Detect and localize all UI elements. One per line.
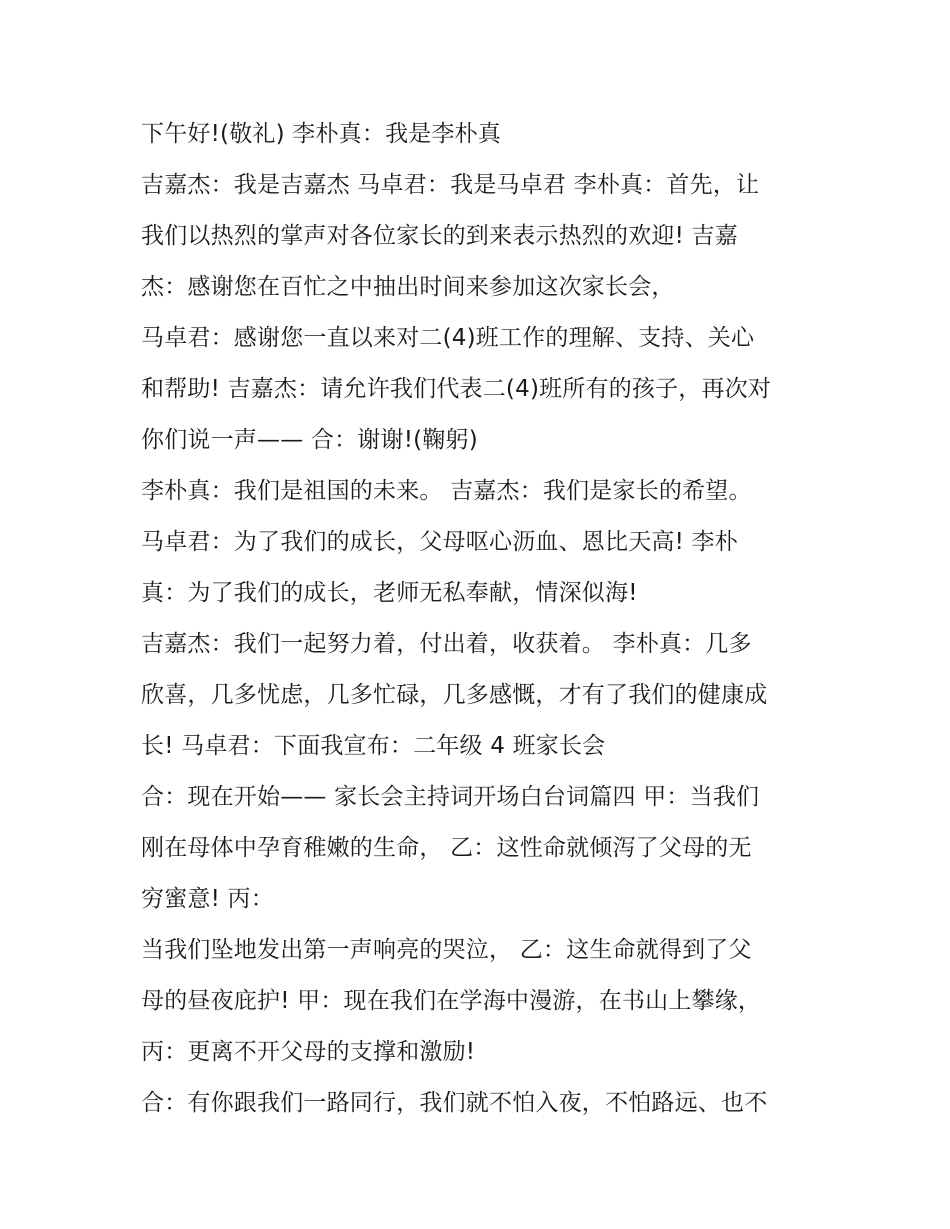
text-line: 马卓君：感谢您一直以来对二(4)班工作的理解、支持、关心 [141, 325, 755, 351]
text-line: 和帮助! 吉嘉杰：请允许我们代表二(4)班所有的孩子，再次对 [141, 376, 772, 402]
text-line: 合：现在开始—— 家长会主持词开场白台词篇四 甲：当我们 [141, 784, 760, 810]
text-line: 母的昼夜庇护! 甲：现在我们在学海中漫游，在书山上攀缘， [141, 988, 762, 1014]
text-line: 吉嘉杰：我是吉嘉杰 马卓君：我是马卓君 李朴真：首先，让 [141, 172, 760, 198]
text-line: 我们以热烈的掌声对各位家长的到来表示热烈的欢迎! 吉嘉 [141, 223, 738, 249]
text-line: 吉嘉杰：我们一起努力着，付出着，收获着。 李朴真：几多 [141, 631, 752, 657]
text-line: 刚在母体中孕育稚嫩的生命， 乙：这性命就倾泻了父母的无 [141, 835, 752, 861]
text-line: 长! 马卓君：下面我宣布：二年级 4 班家长会 [141, 733, 606, 759]
text-line: 你们说一声—— 合：谢谢!(鞠躬) [141, 427, 478, 453]
text-line: 穷蜜意! 丙： [141, 886, 274, 912]
text-line: 下午好!(敬礼) 李朴真：我是李朴真 [141, 121, 502, 147]
text-line: 欣喜，几多忧虑，几多忙碌，几多感慨，才有了我们的健康成 [141, 682, 768, 708]
text-line: 合：有你跟我们一路同行，我们就不怕入夜，不怕路远、也不 [141, 1090, 768, 1116]
text-line: 当我们坠地发出第一声响亮的哭泣， 乙：这生命就得到了父 [141, 937, 752, 963]
document-body [141, 109, 831, 1129]
text-line: 杰：感谢您在百忙之中抽出时间来参加这次家长会， [141, 274, 675, 300]
text-line: 真：为了我们的成长，老师无私奉献，情深似海! [141, 580, 638, 606]
text-line: 李朴真：我们是祖国的未来。 吉嘉杰：我们是家长的希望。 [141, 478, 752, 504]
text-line: 丙：更离不开父母的支撑和激励! [141, 1039, 476, 1065]
text-line: 马卓君：为了我们的成长，父母呕心沥血、恩比天高! 李朴 [141, 529, 738, 555]
